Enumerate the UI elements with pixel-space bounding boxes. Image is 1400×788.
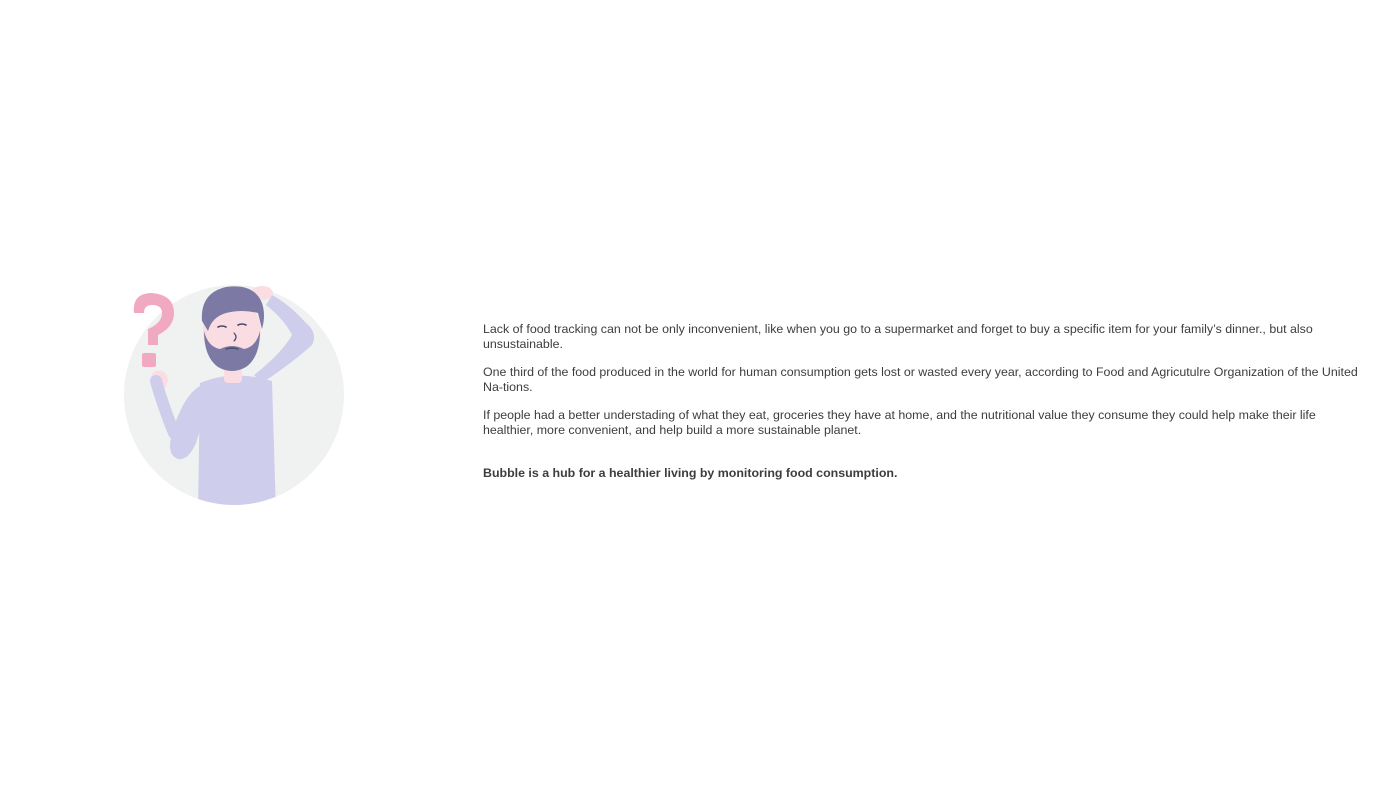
tagline: Bubble is a hub for a healthier living by monitoring food consumption. [483, 465, 898, 480]
paragraph-inconvenience: Lack of food tracking can not be only inconvenient, like when you go to a supermarket and forget to buy a specific item for your family’s dinner., but also unsustainable. [483, 322, 1313, 351]
confused-man-illustration [122, 283, 346, 507]
paragraph-understanding: If people had a better understading of what they eat, groceries they have at home, and the nutritional value they consume they could help make their life healthier, more convenient, and help build a more sustainable planet. [483, 408, 1316, 437]
intro-copy [483, 322, 1365, 494]
confused-man-with-question-mark-icon [122, 283, 346, 507]
paragraph-food-waste: One third of the food produced in the world for human consumption gets lost or wasted every year, according to Food and Agricutulre Organization of the United Na-tions. [483, 365, 1358, 394]
